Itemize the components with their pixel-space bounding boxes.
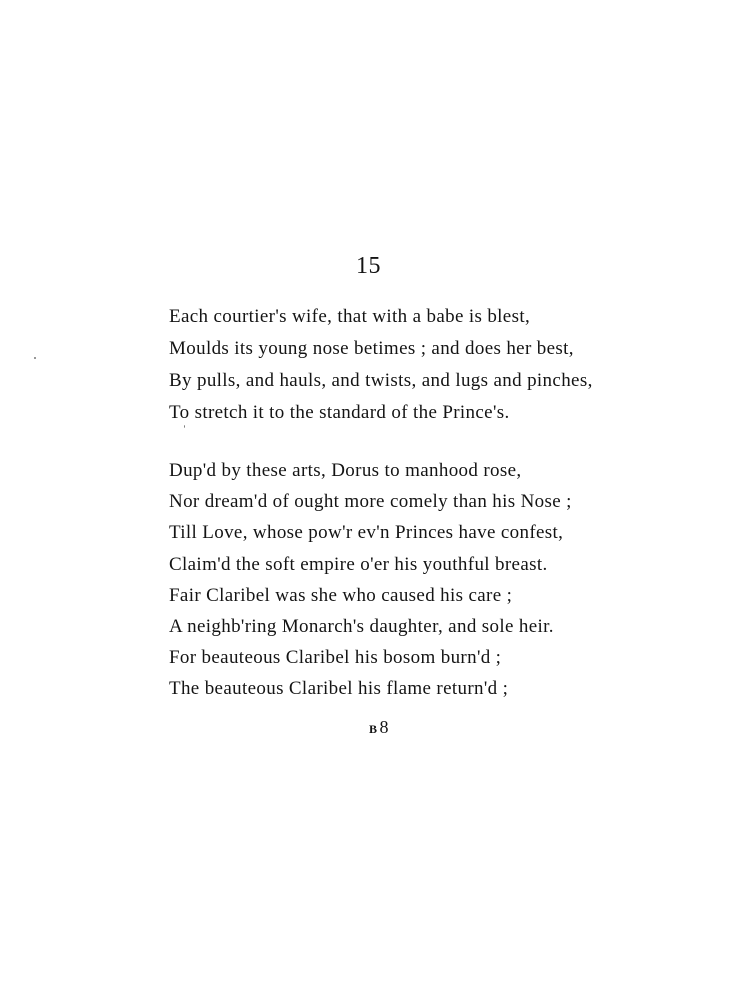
verse-line: Nor dream'd of ought more comely than his Nose ; — [169, 491, 572, 513]
paper-speck — [34, 357, 36, 359]
verse-line: Claim'd the soft empire o'er his youthful breast. — [169, 553, 548, 575]
verse-line: By pulls, and hauls, and twists, and lugs and pinches, — [169, 370, 593, 391]
paper-speck — [184, 425, 185, 428]
verse-line: Fair Claribel was she who caused his care ; — [169, 584, 513, 606]
stanza-1 — [169, 301, 593, 429]
verse-line: Each courtier's wife, that with a babe is blest, — [169, 306, 531, 327]
verse-line: Dup'd by these arts, Dorus to manhood rose, — [169, 460, 522, 481]
signature-mark — [369, 718, 389, 736]
verse-line: Moulds its young nose betimes ; and does her best, — [169, 338, 574, 359]
verse-line: Till Love, whose pow'r ev'n Princes have confest, — [169, 522, 564, 544]
signature-letter: B — [369, 722, 378, 736]
stanza-2 — [169, 455, 572, 705]
verse-line: To stretch it to the standard of the Prince's. — [169, 402, 510, 423]
signature-number: 8 — [379, 717, 390, 737]
verse-line: A neighb'ring Monarch's daughter, and sole heir. — [169, 615, 554, 637]
verse-line: For beauteous Claribel his bosom burn'd ; — [169, 647, 502, 669]
page-number: 15 — [356, 253, 381, 279]
verse-line: The beauteous Claribel his flame return'd ; — [169, 678, 509, 700]
